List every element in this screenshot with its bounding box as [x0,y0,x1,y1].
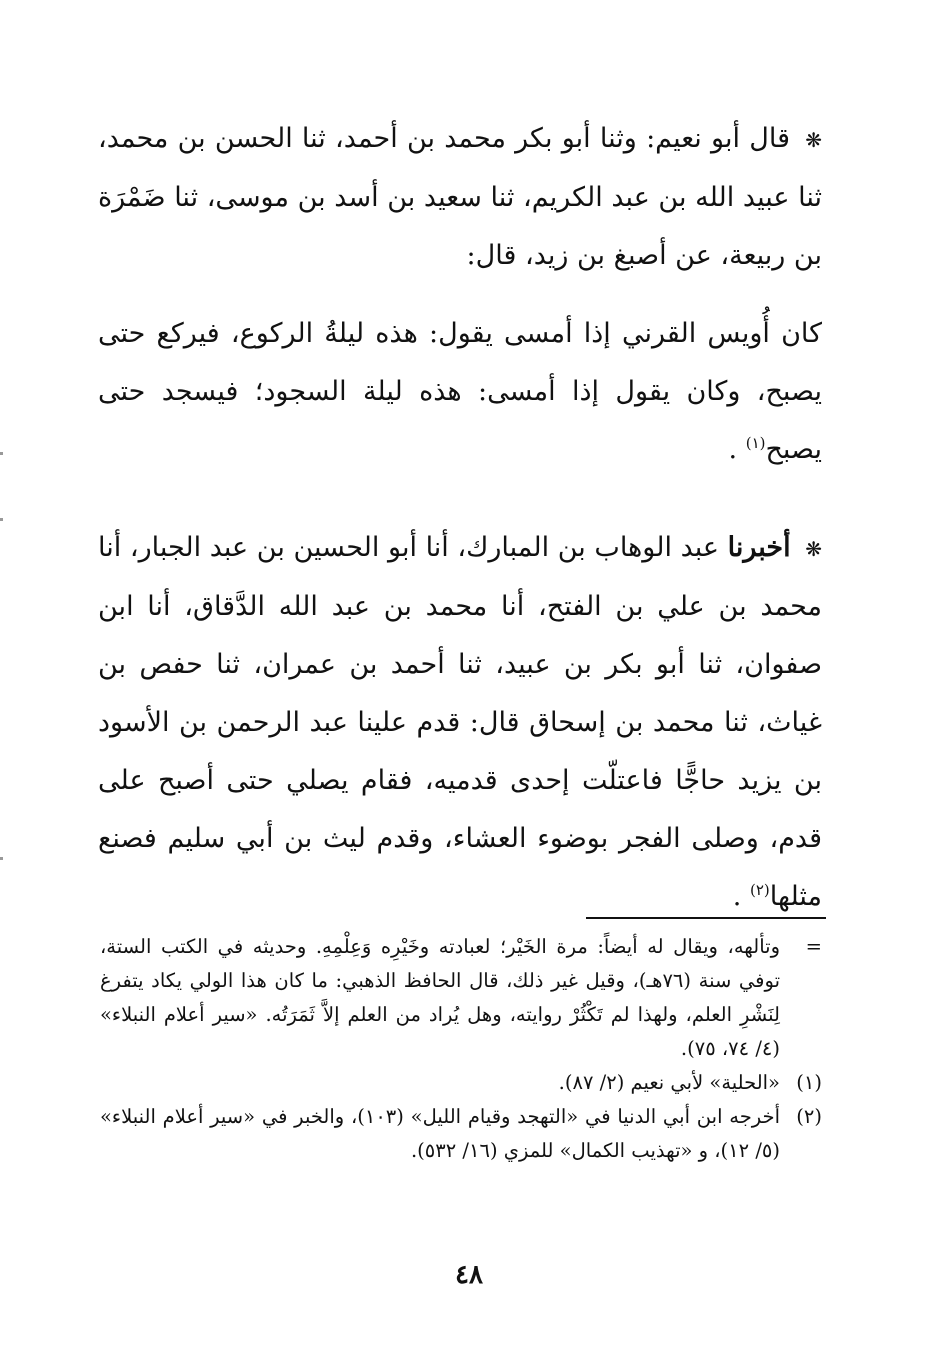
footnote-ref-2: (٢) [749,881,770,899]
footnote-item [100,1066,822,1100]
scan-mark [0,857,3,860]
paragraph-marker: ❋ [805,128,822,152]
footnote-item [100,1100,822,1168]
footnotes [100,930,822,1168]
paragraph-marker: ❋ [805,537,822,561]
paragraph-1 [98,110,822,285]
paragraph-2 [98,305,822,479]
footnote-ref-1: (١) [745,434,766,452]
continuation-marker: = [805,935,822,958]
scan-mark [0,452,3,455]
footnote-number: (١) [796,1071,822,1094]
footnote-separator [586,917,826,919]
continuation-text: وتألهه، ويقال له أيضاً: مرة الخَيْر؛ لعبادته وخَيْرِه وَعِلْمِهِ. وحديثه في الكتب الستة، توفي سنة (٧٦هـ)، وقيل غير ذلك، قال الحافظ الذهبي: ما كان هذا الولي يكاد يتفرغ لِنَشْرِ العلم، ولهذا لم تَكْثُرْ روايته، وهل يُراد من العلم إلاَّ ثَمَرَتُه. «سير أعلام النبلاء» (٤/ ٧٤، ٧٥). [100,935,780,1060]
paragraph-3-text: عبد الوهاب بن المبارك، أنا أبو الحسين بن عبد الجبار، أنا محمد بن علي بن الفتح، أنا محمد بن عبد الله الدَّقاق، أنا ابن صفوان، ثنا أبو بكر بن عبيد، ثنا أحمد بن عمران، ثنا حفص بن غياث، ثنا محمد بن إسحاق قال: قدم علينا عبد الرحمن بن الأسود بن يزيد حاجًّا فاعتلّت إحدى قدميه، فقام يصلي حتى أصبح على قدم، وصلى الفجر بوضوء العشاء، وقدم ليث بن أبي سليم فصنع مثلها [98,532,822,912]
footnote-continuation [100,930,822,1066]
paragraph-3-lead: أخبرنا [727,532,791,563]
paragraph-2-text: كان أُويس القرني إذا أمسى يقول: هذه ليلةُ الركوع، فيركع حتى يصبح، وكان يقول إذا أمسى: هذه ليلة السجود؛ فيسجد حتى يصبح [98,318,822,465]
page-number: ٤٨ [455,1260,483,1290]
paragraph-3 [98,519,822,926]
paragraph-1-text: قال أبو نعيم: وثنا أبو بكر محمد بن أحمد، ثنا الحسن بن محمد، ثنا عبيد الله بن عبد الكريم، ثنا سعيد بن أسد بن موسى، ثنا ضَمْرَة بن ربيعة، عن أصبغ بن زيد، قال: [98,123,822,271]
footnote-text: أخرجه ابن أبي الدنيا في «التهجد وقيام الليل» (١٠٣)، والخبر في «سير أعلام النبلاء» (٥/ ١٢)، و «تهذيب الكمال» للمزي (١٦/ ٥٣٢). [100,1105,780,1162]
paragraph-2-end: . [728,434,738,465]
footnote-number: (٢) [796,1105,822,1128]
paragraph-3-end: . [732,881,742,912]
main-text [98,110,822,926]
scan-mark [0,518,3,521]
footnote-text: «الحلية» لأبي نعيم (٢/ ٨٧). [558,1071,780,1094]
